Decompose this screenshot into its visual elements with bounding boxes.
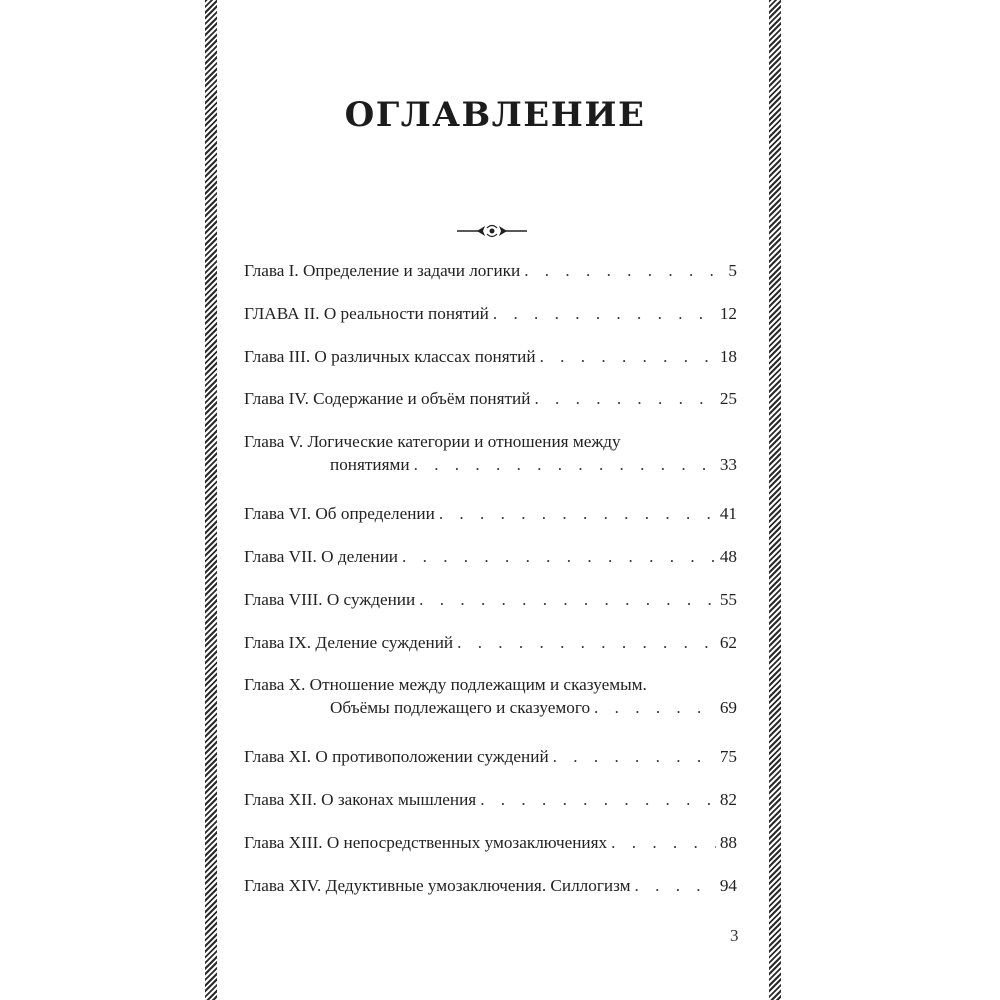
dot-leader — [594, 696, 716, 719]
toc-entry-page: 18 — [719, 346, 737, 366]
toc-entry[interactable] — [244, 380, 737, 423]
toc-entry[interactable] — [244, 867, 737, 910]
toc-entry[interactable] — [244, 738, 737, 781]
toc-entry-page: 25 — [719, 389, 737, 409]
right-border-decoration — [769, 0, 781, 1000]
toc-entry-title: Глава VII. О делении — [244, 546, 398, 566]
dot-leader — [635, 867, 716, 905]
decorative-divider-icon — [455, 221, 529, 241]
toc-entry-title: Глава IV. Содержание и объём понятий — [244, 389, 531, 409]
dot-leader — [439, 495, 716, 533]
toc-entry[interactable] — [244, 252, 737, 295]
toc-entry[interactable] — [244, 624, 737, 667]
toc-entry-page: 88 — [719, 832, 737, 852]
toc-entry-page: 33 — [719, 455, 737, 475]
toc-entry-page: 62 — [719, 632, 737, 652]
toc-entry[interactable] — [244, 538, 737, 581]
toc-entry-title: Глава I. Определение и задачи логики — [244, 261, 521, 280]
toc-entry-title: Глава XI. О противоположении суждений — [244, 747, 549, 767]
toc-entry[interactable] — [244, 824, 737, 867]
dot-leader — [493, 295, 716, 333]
toc-entry[interactable] — [244, 430, 737, 495]
toc-entry[interactable] — [244, 295, 737, 338]
toc-entry-title: Глава XIV. Дедуктивные умозаключения. Силлогизм — [244, 875, 631, 895]
dot-leader — [524, 252, 724, 290]
toc-entry[interactable] — [244, 673, 737, 738]
dot-leader — [553, 738, 716, 776]
toc-entry[interactable] — [244, 338, 737, 381]
toc-entry-page: 69 — [719, 698, 737, 718]
toc-entry-title-continued: понятиями — [330, 455, 410, 475]
toc-entry-title: Глава IX. Деление суждений — [244, 632, 454, 652]
toc-entry-title: ГЛАВА II. О реальности понятий — [244, 303, 489, 323]
toc-entry-title: Глава III. О различных классах понятий — [244, 346, 536, 366]
toc-entry-page: 55 — [719, 589, 737, 609]
toc-entry[interactable] — [244, 495, 737, 538]
dot-leader — [402, 538, 716, 576]
dot-leader — [534, 380, 715, 418]
dot-leader — [419, 581, 716, 619]
dot-leader — [540, 338, 716, 376]
toc-entry-title: Глава XII. О законах мышления — [244, 790, 477, 810]
toc-entry-page: 82 — [719, 790, 737, 810]
page-number: 3 — [730, 926, 739, 945]
page-title: ОГЛАВЛЕНИЕ — [344, 95, 646, 135]
left-border-decoration — [205, 0, 217, 1000]
dot-leader — [414, 453, 716, 476]
toc-entry-page: 48 — [719, 546, 737, 566]
toc-entry-page: 94 — [719, 875, 737, 895]
toc-entry-title-continued: Объёмы подлежащего и сказуемого — [330, 698, 591, 718]
dot-leader — [611, 824, 716, 862]
toc-entry-page: 75 — [719, 747, 737, 767]
table-of-contents — [244, 252, 737, 910]
toc-entry-title: Глава VI. Об определении — [244, 504, 435, 524]
dot-leader — [480, 781, 716, 819]
dot-leader — [457, 624, 716, 662]
toc-entry-title: Глава XIII. О непосредственных умозаключениях — [244, 832, 608, 852]
toc-entry[interactable] — [244, 581, 737, 624]
toc-entry-title: Глава X. Отношение между подлежащим и сказуемым. — [244, 675, 647, 695]
toc-entry[interactable] — [244, 781, 737, 824]
toc-entry-title: Глава V. Логические категории и отношения между — [244, 432, 621, 452]
toc-entry-page: 5 — [728, 261, 737, 280]
toc-entry-title: Глава VIII. О суждении — [244, 589, 416, 609]
toc-entry-page: 12 — [719, 303, 737, 323]
toc-entry-page: 41 — [719, 504, 737, 524]
